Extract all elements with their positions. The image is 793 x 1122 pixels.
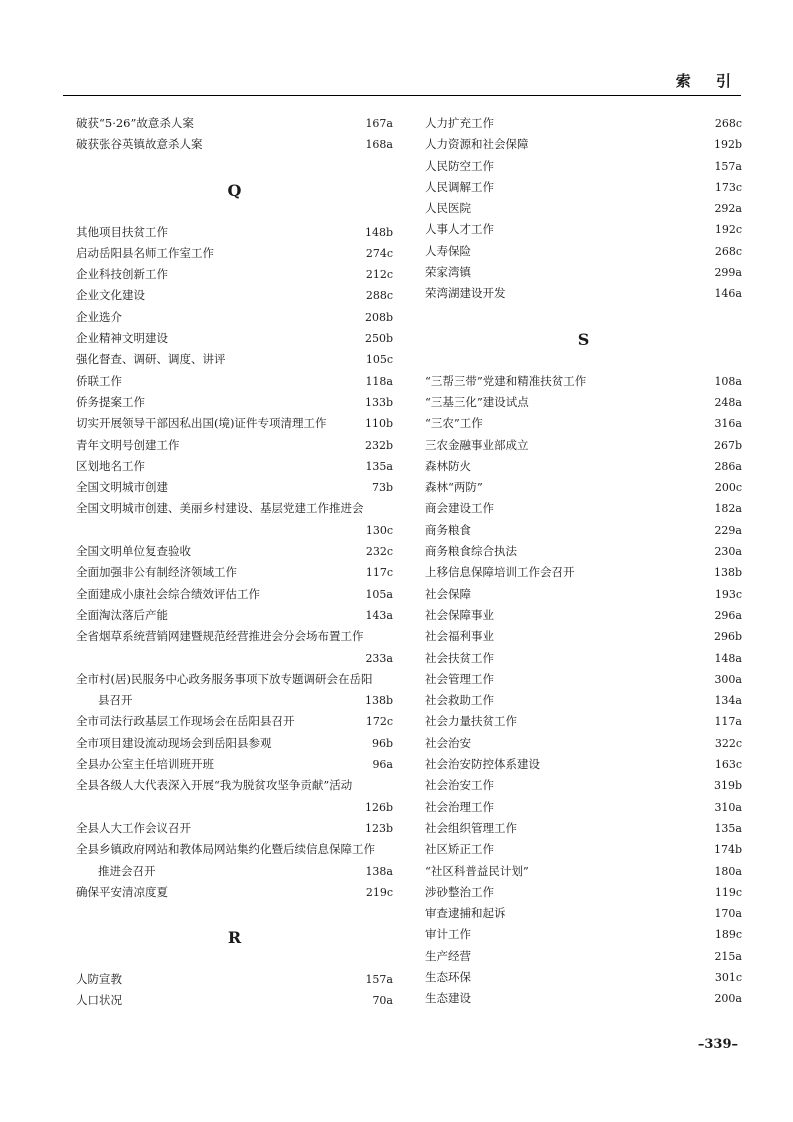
index-entry xyxy=(425,988,742,1009)
entry-term: 商务粮食综合执法 xyxy=(425,544,517,559)
entry-term: 森林“两防” xyxy=(425,480,483,495)
entry-page-ref: 105a xyxy=(365,587,393,601)
running-header: 索 引 xyxy=(675,72,741,90)
index-entry xyxy=(76,605,393,626)
index-entry xyxy=(425,520,742,541)
index-entry xyxy=(425,413,742,434)
entry-page-ref: 138a xyxy=(365,864,393,878)
entry-term: 全面淘汰落后产能 xyxy=(76,607,168,622)
entry-term: 人寿保险 xyxy=(425,243,471,258)
index-entry xyxy=(76,371,393,392)
group-p-top xyxy=(76,113,393,156)
entry-term: 其他项目扶贫工作 xyxy=(76,224,168,239)
index-entry xyxy=(425,541,742,562)
entry-page-ref: 123b xyxy=(364,821,393,835)
entry-term: 侨联工作 xyxy=(76,373,122,388)
index-entry xyxy=(76,818,393,839)
entry-page-ref: 118a xyxy=(365,374,393,388)
entry-term: 社会治安工作 xyxy=(425,778,494,793)
entry-term: 人力资源和社会保障 xyxy=(425,137,529,152)
entry-term: 社会保障 xyxy=(425,586,471,601)
entry-term-continuation: 推进会召开 xyxy=(98,863,156,878)
index-entry xyxy=(425,435,742,456)
index-entry xyxy=(76,711,393,732)
index-entry xyxy=(425,946,742,967)
index-entry xyxy=(76,307,393,328)
entry-page-ref: 143a xyxy=(365,608,393,622)
entry-term: 荣湾湖建设开发 xyxy=(425,286,506,301)
entry-page-ref: 268c xyxy=(714,117,742,130)
index-entry-wrapped xyxy=(76,626,393,669)
entry-term: 全县各级人大代表深入开展“我为脱贫攻坚争贡献”活动 xyxy=(76,778,353,793)
index-entry xyxy=(76,285,393,306)
group-q-4 xyxy=(76,818,393,839)
entry-page-ref: 138b xyxy=(713,566,742,580)
entry-term: 生态建设 xyxy=(425,991,471,1006)
section-letter-r: R xyxy=(227,928,242,948)
entry-page-ref: 316a xyxy=(714,417,742,431)
index-entry xyxy=(425,754,742,775)
entry-term: 人民调解工作 xyxy=(425,179,494,194)
entry-page-ref: 134a xyxy=(714,694,742,708)
index-entry xyxy=(76,882,393,903)
entry-term: 人防宣教 xyxy=(76,972,122,987)
index-entry xyxy=(76,990,393,1011)
entry-page-ref: 200a xyxy=(714,992,742,1006)
index-entry xyxy=(425,113,742,134)
index-entry xyxy=(425,648,742,669)
entry-page-ref: 212c xyxy=(365,268,393,282)
entry-term: 社会保障事业 xyxy=(425,607,494,622)
entry-term: 人力扩充工作 xyxy=(425,116,494,130)
index-entry xyxy=(425,392,742,413)
group-s xyxy=(425,371,742,1010)
entry-term: 侨务提案工作 xyxy=(76,394,145,409)
index-entry-wrapped xyxy=(76,498,393,541)
entry-page-ref: 133b xyxy=(364,395,393,409)
entry-page-ref: 232b xyxy=(364,438,393,452)
entry-page-ref: 138b xyxy=(364,694,393,708)
entry-page-ref: 274c xyxy=(365,246,393,260)
entry-term: 全县人大工作会议召开 xyxy=(76,820,191,835)
entry-term: 人民医院 xyxy=(425,201,471,216)
index-entry xyxy=(76,435,393,456)
index-entry xyxy=(76,264,393,285)
entry-term-continuation xyxy=(76,797,353,818)
entry-page-ref: 119c xyxy=(714,885,742,899)
entry-term: 审计工作 xyxy=(425,927,471,942)
entry-page-ref: 215a xyxy=(714,949,742,963)
entry-page-ref: 117a xyxy=(714,715,742,729)
entry-page-ref: 105c xyxy=(365,353,393,367)
index-entry xyxy=(425,818,742,839)
entry-term: 社区矫正工作 xyxy=(425,842,494,857)
entry-term: 区划地名工作 xyxy=(76,458,145,473)
index-column-right xyxy=(425,113,742,1010)
entry-page-ref: 172c xyxy=(365,715,393,729)
entry-page-ref: 174b xyxy=(713,843,742,857)
index-entry xyxy=(76,243,393,264)
entry-page-ref: 157a xyxy=(365,973,393,987)
entry-page-ref: 180a xyxy=(714,864,742,878)
section-letter-s: S xyxy=(577,329,590,349)
index-entry xyxy=(76,584,393,605)
entry-term: 切实开展领导干部因私出国(境)证件专项清理工作 xyxy=(76,416,327,431)
index-entry xyxy=(76,134,393,155)
entry-page-ref: 135a xyxy=(714,821,742,835)
entry-page-ref: 300a xyxy=(714,672,742,686)
index-entry xyxy=(425,456,742,477)
entry-page-ref: 267b xyxy=(713,438,742,452)
page-number: –339– xyxy=(697,1037,738,1052)
entry-term: 社会扶贫工作 xyxy=(425,650,494,665)
section-letter-q: Q xyxy=(227,180,242,200)
index-entry xyxy=(425,903,742,924)
index-entry xyxy=(425,134,742,155)
entry-page-ref: 200c xyxy=(714,481,742,495)
index-entry xyxy=(425,733,742,754)
entry-page-ref: 117c xyxy=(365,566,393,580)
entry-page-ref: 96b xyxy=(371,736,393,750)
entry-term: 全国文明城市创建、美丽乡村建设、基层党建工作推进会 xyxy=(76,501,364,516)
entry-term: 社会组织管理工作 xyxy=(425,820,517,835)
entry-page-ref: 146a xyxy=(714,287,742,301)
index-entry xyxy=(76,733,393,754)
entry-page-ref: 229a xyxy=(714,523,742,537)
index-entry xyxy=(425,156,742,177)
index-entry xyxy=(76,969,393,990)
entry-page-ref: 192b xyxy=(713,138,742,152)
entry-page-ref: 189c xyxy=(714,928,742,942)
index-entry xyxy=(76,413,393,434)
index-entry xyxy=(76,456,393,477)
index-entry xyxy=(425,775,742,796)
entry-page-ref: 208b xyxy=(364,310,393,324)
entry-term: 企业选介 xyxy=(76,309,122,324)
index-entry xyxy=(76,328,393,349)
group-r-cont xyxy=(425,113,742,305)
index-entry xyxy=(425,562,742,583)
index-entry xyxy=(425,584,742,605)
entry-page-ref: 250b xyxy=(364,332,393,346)
entry-page-ref: 110b xyxy=(364,417,393,431)
index-entry xyxy=(76,541,393,562)
entry-page-ref: 319b xyxy=(713,779,742,793)
entry-term: 三农金融事业部成立 xyxy=(425,437,529,452)
entry-term: 生产经营 xyxy=(425,948,471,963)
entry-term: 森林防火 xyxy=(425,458,471,473)
header-rule xyxy=(63,95,741,96)
group-q-5 xyxy=(76,882,393,903)
index-entry xyxy=(425,262,742,283)
entry-page-ref: 322c xyxy=(714,736,742,750)
entry-page-ref: 70a xyxy=(372,994,393,1008)
entry-page-ref: 232c xyxy=(365,545,393,559)
entry-page-ref: 310a xyxy=(714,800,742,814)
index-entry xyxy=(76,113,393,134)
index-entry xyxy=(425,371,742,392)
entry-term: 社会福利事业 xyxy=(425,629,494,644)
entry-term: 破获“5·26”故意杀人案 xyxy=(76,116,194,130)
index-entry xyxy=(425,283,742,304)
entry-term: 全县办公室主任培训班开班 xyxy=(76,757,214,772)
entry-page-ref: 148a xyxy=(714,651,742,665)
entry-page-ref: 288c xyxy=(365,289,393,303)
group-r xyxy=(76,969,393,1012)
entry-term: 青年文明号创建工作 xyxy=(76,437,180,452)
entry-term: 社会治理工作 xyxy=(425,799,494,814)
entry-term: 上移信息保障培训工作会召开 xyxy=(425,565,575,580)
index-entry-wrapped xyxy=(76,669,393,712)
entry-term: 商务粮食 xyxy=(425,522,471,537)
entry-page-ref: 126b xyxy=(364,800,393,814)
entry-term: 社会治安 xyxy=(425,735,471,750)
entry-term: 全市司法行政基层工作现场会在岳阳县召开 xyxy=(76,714,295,729)
index-entry xyxy=(76,222,393,243)
entry-page-ref: 192c xyxy=(714,223,742,237)
entry-term: 企业科技创新工作 xyxy=(76,267,168,282)
index-entry xyxy=(425,477,742,498)
entry-page-ref: 219c xyxy=(365,885,393,899)
entry-page-ref: 157a xyxy=(714,159,742,173)
entry-term: 社会管理工作 xyxy=(425,671,494,686)
entry-term: 审查逮捕和起诉 xyxy=(425,906,506,921)
entry-page-ref: 182a xyxy=(714,502,742,516)
entry-page-ref: 296a xyxy=(714,608,742,622)
entry-page-ref: 96a xyxy=(372,758,393,772)
entry-term: 强化督查、调研、调度、讲评 xyxy=(76,352,226,367)
entry-term: 商会建设工作 xyxy=(425,501,494,516)
entry-term: 社会救助工作 xyxy=(425,693,494,708)
index-entry-wrapped xyxy=(76,839,393,882)
entry-page-ref: 233a xyxy=(365,651,393,665)
entry-page-ref: 286a xyxy=(714,459,742,473)
index-entry xyxy=(425,967,742,988)
entry-term-continuation xyxy=(76,520,353,541)
index-entry xyxy=(425,924,742,945)
entry-page-ref: 230a xyxy=(714,545,742,559)
index-entry xyxy=(425,498,742,519)
entry-term: “社区科普益民计划” xyxy=(425,863,529,878)
index-entry xyxy=(425,861,742,882)
entry-page-ref: 167a xyxy=(365,117,393,130)
entry-page-ref: 73b xyxy=(371,481,393,495)
index-entry xyxy=(76,477,393,498)
entry-page-ref: 301c xyxy=(714,970,742,984)
index-entry xyxy=(425,177,742,198)
index-entry xyxy=(425,626,742,647)
index-entry xyxy=(425,198,742,219)
index-entry xyxy=(76,562,393,583)
entry-term: 全市村(居)民服务中心政务服务事项下放专题调研会在岳阳 xyxy=(76,671,373,686)
index-entry xyxy=(76,392,393,413)
index-entry xyxy=(425,797,742,818)
entry-term: 人事人才工作 xyxy=(425,222,494,237)
entry-page-ref: 170a xyxy=(714,907,742,921)
entry-term-continuation: 县召开 xyxy=(98,693,133,708)
entry-term-continuation xyxy=(76,648,353,669)
index-entry xyxy=(425,219,742,240)
entry-page-ref: 268c xyxy=(714,244,742,258)
entry-page-ref: 292a xyxy=(714,202,742,216)
index-entry xyxy=(76,349,393,370)
index-entry xyxy=(425,690,742,711)
index-entry xyxy=(76,754,393,775)
entry-page-ref: 108a xyxy=(714,374,742,388)
entry-term: 社会治安防控体系建设 xyxy=(425,757,540,772)
entry-term: 人民防空工作 xyxy=(425,158,494,173)
index-entry-wrapped xyxy=(76,775,393,818)
entry-page-ref: 193c xyxy=(714,587,742,601)
entry-page-ref: 248a xyxy=(714,395,742,409)
entry-term: 企业精神文明建设 xyxy=(76,331,168,346)
entry-term: 涉砂整治工作 xyxy=(425,884,494,899)
entry-term: 全国文明城市创建 xyxy=(76,480,168,495)
entry-page-ref: 168a xyxy=(365,138,393,152)
index-entry xyxy=(425,839,742,860)
entry-term: 全面加强非公有制经济领域工作 xyxy=(76,565,237,580)
index-column-left xyxy=(76,113,393,1012)
index-entry xyxy=(425,241,742,262)
entry-term: “三基三化”建设试点 xyxy=(425,394,529,409)
group-q-3 xyxy=(76,711,393,775)
entry-page-ref: 173c xyxy=(714,180,742,194)
entry-term: 全面建成小康社会综合绩效评估工作 xyxy=(76,586,260,601)
entry-term: “三帮三带”党建和精准扶贫工作 xyxy=(425,373,587,388)
entry-term: 全市项目建设流动现场会到岳阳县参观 xyxy=(76,735,272,750)
index-entry xyxy=(425,605,742,626)
index-entry xyxy=(425,882,742,903)
entry-term: 荣家湾镇 xyxy=(425,265,471,280)
entry-term: 全省烟草系统营销网建暨规范经营推进会分会场布置工作 xyxy=(76,629,364,644)
entry-term: 全县乡镇政府网站和教体局网站集约化暨后续信息保障工作 xyxy=(76,842,375,857)
entry-term: 企业文化建设 xyxy=(76,288,145,303)
entry-term: 生态环保 xyxy=(425,969,471,984)
entry-page-ref: 130c xyxy=(365,523,393,537)
entry-page-ref: 296b xyxy=(713,630,742,644)
index-entry xyxy=(425,711,742,732)
entry-term: “三农”工作 xyxy=(425,416,483,431)
entry-term: 确保平安清凉度夏 xyxy=(76,884,168,899)
entry-term: 人口状况 xyxy=(76,993,122,1008)
entry-page-ref: 163c xyxy=(714,758,742,772)
entry-term: 全国文明单位复查验收 xyxy=(76,544,191,559)
entry-term: 破获张谷英镇故意杀人案 xyxy=(76,137,203,152)
group-q-1 xyxy=(76,222,393,499)
group-q-2 xyxy=(76,541,393,626)
entry-term: 启动岳阳县名师工作室工作 xyxy=(76,245,214,260)
entry-page-ref: 299a xyxy=(714,266,742,280)
entry-page-ref: 148b xyxy=(364,225,393,239)
entry-term: 社会力量扶贫工作 xyxy=(425,714,517,729)
index-entry xyxy=(425,669,742,690)
entry-page-ref: 135a xyxy=(365,459,393,473)
